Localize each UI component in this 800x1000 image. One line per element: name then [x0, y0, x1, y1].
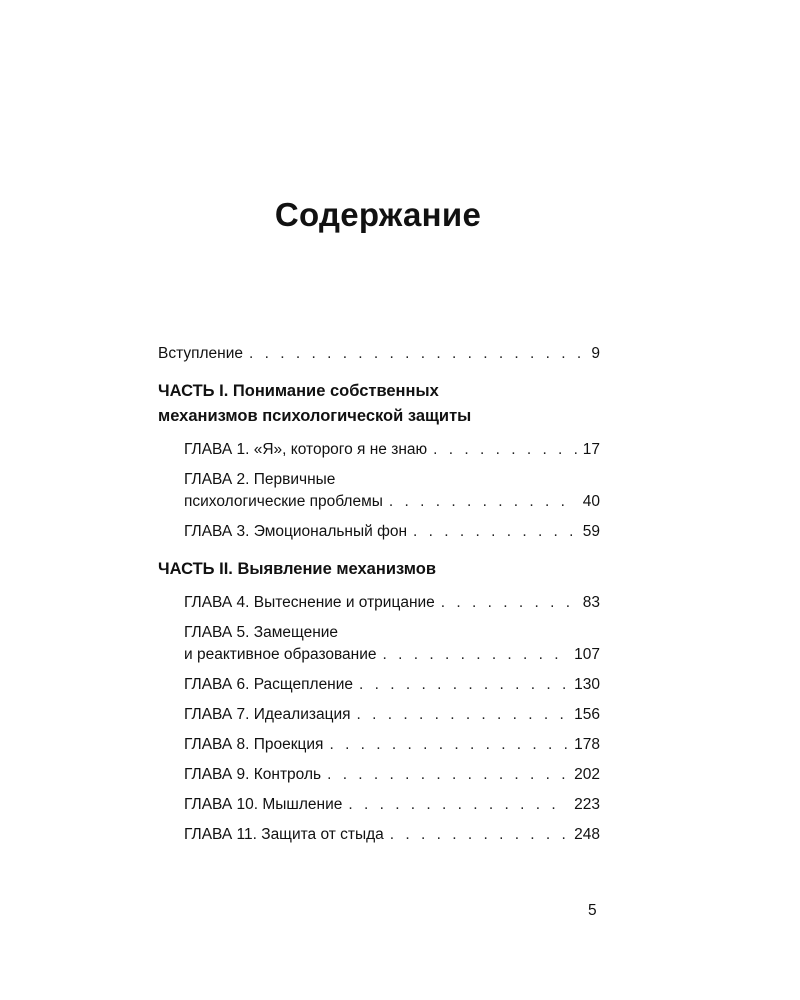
toc-chapter-4[interactable]	[184, 592, 600, 614]
part-title-line: ЧАСТЬ II. Выявление механизмов	[158, 560, 436, 578]
chapter-page: 130	[574, 676, 600, 693]
chapter-page: 17	[582, 441, 600, 458]
toc-entry-page: 9	[591, 345, 600, 362]
chapter-title: ГЛАВА 4. Вытеснение и отрицание	[184, 594, 435, 611]
toc-entry-label: Вступление	[158, 345, 244, 362]
toc-chapter-7[interactable]	[184, 704, 600, 726]
chapter-title: ГЛАВА 10. Мышление	[184, 796, 343, 813]
chapter-page: 107	[574, 646, 600, 663]
page-title: Содержание	[274, 196, 482, 233]
chapter-title: ГЛАВА 8. Проекция	[184, 736, 324, 753]
chapter-title: ГЛАВА 9. Контроль	[184, 766, 322, 783]
chapter-title-continued: психологические проблемы	[184, 493, 383, 510]
toc-chapter-11[interactable]	[184, 824, 600, 846]
chapter-title-continued: и реактивное образование	[184, 646, 377, 663]
toc-entry-intro[interactable]	[158, 343, 600, 365]
dot-leader	[441, 592, 577, 614]
chapter-title: ГЛАВА 6. Расщепление	[184, 676, 354, 693]
toc-chapter-3[interactable]	[184, 521, 600, 543]
part-title-line: ЧАСТЬ I. Понимание собственных	[158, 382, 439, 400]
chapter-title: ГЛАВА 11. Защита от стыда	[184, 826, 384, 843]
chapter-page: 83	[582, 594, 600, 611]
dot-leader	[413, 521, 577, 543]
chapter-page: 223	[574, 796, 600, 813]
toc-chapter-8[interactable]	[184, 734, 600, 756]
toc-chapter-5[interactable]	[184, 622, 600, 666]
chapter-title: ГЛАВА 3. Эмоциональный фон	[184, 523, 408, 540]
toc-chapter-2[interactable]	[184, 469, 600, 513]
dot-leader	[357, 704, 569, 726]
chapter-title: ГЛАВА 1. «Я», которого я не знаю	[184, 441, 428, 458]
toc-chapter-9[interactable]	[184, 764, 600, 786]
chapter-page: 178	[574, 736, 600, 753]
dot-leader	[329, 734, 568, 756]
chapter-page: 248	[574, 826, 600, 843]
chapter-page: 202	[574, 766, 600, 783]
chapter-title: ГЛАВА 5. Замещение	[184, 624, 339, 641]
part-title	[158, 557, 600, 582]
chapter-page: 40	[582, 493, 600, 510]
dot-leader	[327, 764, 568, 786]
dot-leader	[389, 491, 577, 513]
chapter-title: ГЛАВА 7. Идеализация	[184, 706, 351, 723]
part-title-line: механизмов психологической защиты	[158, 407, 472, 425]
dot-leader	[383, 644, 569, 666]
chapter-page: 59	[582, 523, 600, 540]
table-of-contents	[158, 343, 600, 854]
dot-leader	[249, 343, 585, 365]
toc-chapter-1[interactable]	[184, 439, 600, 461]
toc-chapter-10[interactable]	[184, 794, 600, 816]
chapter-page: 156	[574, 706, 600, 723]
part-title	[158, 379, 600, 429]
dot-leader	[390, 824, 568, 846]
chapter-title: ГЛАВА 2. Первичные	[184, 471, 336, 488]
dot-leader	[433, 439, 577, 461]
dot-leader	[348, 794, 568, 816]
page-number: 5	[588, 902, 597, 919]
dot-leader	[359, 674, 568, 696]
toc-chapter-6[interactable]	[184, 674, 600, 696]
